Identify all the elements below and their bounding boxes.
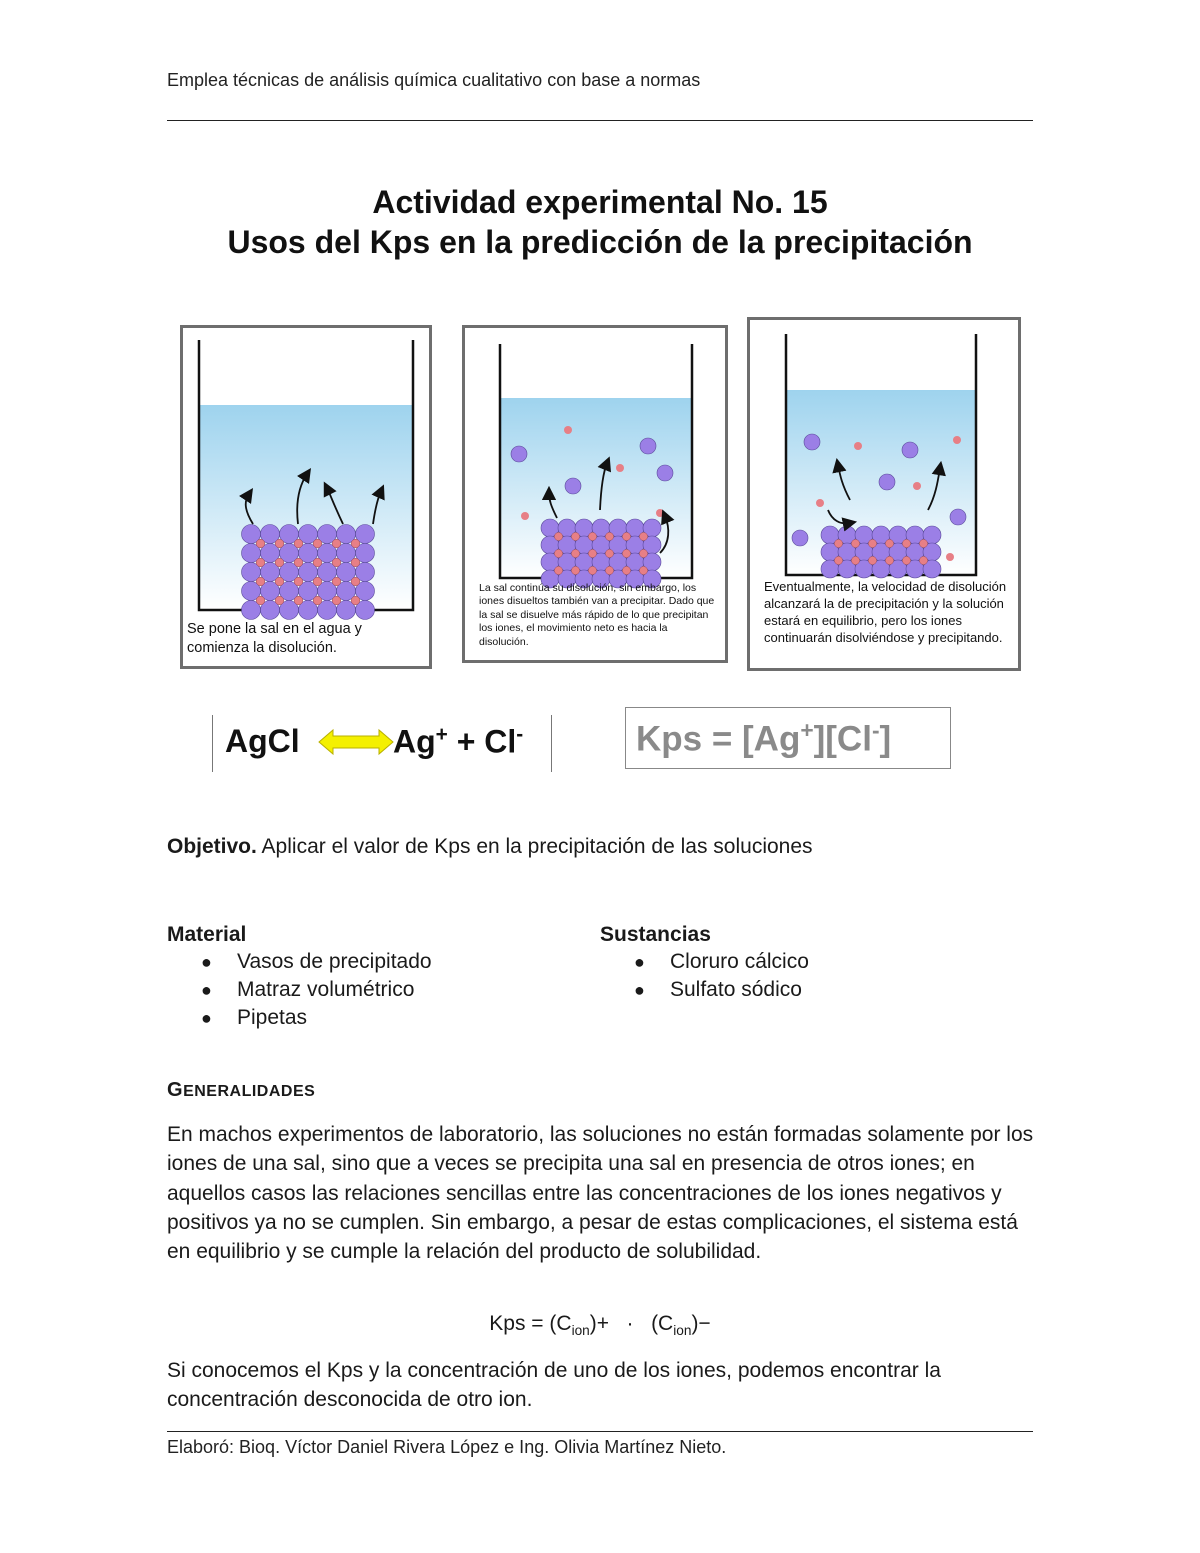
objective-text: Aplicar el valor de Kps en la precipitación de las soluciones (261, 835, 813, 858)
beaker-panel-1 (180, 325, 432, 669)
eq-plus: + (456, 723, 476, 760)
objective (167, 835, 813, 859)
kps-middle: ][Cl (813, 719, 872, 759)
eq-anion: Cl (484, 723, 517, 760)
kps-anion-charge: - (871, 717, 880, 743)
eq-cation: Ag (393, 723, 436, 760)
material-item: ● Vasos de precipitado (167, 948, 432, 976)
bullet-icon: ● (201, 1008, 212, 1028)
beaker-illustration-1 (183, 328, 429, 666)
dissociation-equation (212, 715, 552, 772)
panel-3-caption: Eventualmente, la velocidad de disolución alcanzará la de precipitación y la solución estará en equilibrio, pero los iones continuarán disolviéndose y precipitando. (764, 579, 1007, 646)
eq-reactant: AgCl (225, 723, 300, 759)
objective-label: Objetivo. (167, 835, 257, 858)
material-heading: Material (167, 923, 247, 946)
beaker-panel-3 (747, 317, 1021, 671)
kps-suffix: ] (879, 719, 892, 759)
material-item: ● Pipetas (167, 1004, 432, 1032)
sustancia-item: ● Cloruro cálcico (600, 948, 809, 976)
bullet-icon: ● (201, 980, 212, 1000)
material-list (167, 948, 432, 1032)
bullet-icon: ● (201, 952, 212, 972)
bullet-icon: ● (634, 952, 645, 972)
double-arrow-icon (317, 727, 395, 757)
beaker-panel-2 (462, 325, 728, 663)
sustancia-item: ● Sulfato sódico (600, 976, 809, 1004)
solubility-formula: Kps = $(C_{ion})+$ · $(C_{ion})-$ (489, 1312, 711, 1339)
page-footer: Elaboró: Bioq. Víctor Daniel Rivera López e Ing. Olivia Martínez Nieto. (167, 1437, 727, 1457)
kps-prefix: Kps = [Ag (636, 719, 801, 759)
kps-expression (625, 707, 951, 769)
panel-1-caption: Se pone la sal en el agua y comienza la disolución. (187, 621, 362, 656)
title-line-2: Usos del Kps en la predicción de la precipitación (227, 224, 973, 260)
material-item: ● Matraz volumétrico (167, 976, 432, 1004)
generalidades-heading: GENERALIDADES (167, 1079, 316, 1101)
eq-cation-charge: + (435, 723, 448, 746)
header-rule (167, 120, 1033, 121)
page-header: Emplea técnicas de análisis química cualitativo con base a normas (167, 70, 701, 90)
generalidades-paragraph-1: En machos experimentos de laboratorio, las soluciones no están formadas solamente por los iones de una sal, sino que a veces se precipita una sal en presencia de otros iones; en aquellos casos las relaciones sencillas entre las concentraciones de los iones negativos y positivos ya no se cumplen. Sin embargo, a pesar de estas complicaciones, el sistema está en equilibrio y se cumple la relación del producto de solubilidad. (167, 1123, 1034, 1264)
kps-cation-charge: + (800, 717, 814, 743)
generalidades-paragraph-2: Si conocemos el Kps y la concentración de uno de los iones, podemos encontrar la concentración desconocida de otro ion. (167, 1359, 941, 1412)
footer-rule (167, 1431, 1033, 1432)
panel-2-caption: La sal continúa su disolución, sin embargo, los iones disueltos también van a precipitar. Dado que la sal se disuelve más rápido de lo que precipitan los iones, el movimiento neto es hacia la disolución. (479, 582, 715, 648)
eq-anion-charge: - (516, 723, 524, 746)
sustancias-heading: Sustancias (600, 923, 711, 946)
sustancias-list (600, 948, 809, 1004)
title-line-1: Actividad experimental No. 15 (372, 184, 828, 220)
bullet-icon: ● (634, 980, 645, 1000)
